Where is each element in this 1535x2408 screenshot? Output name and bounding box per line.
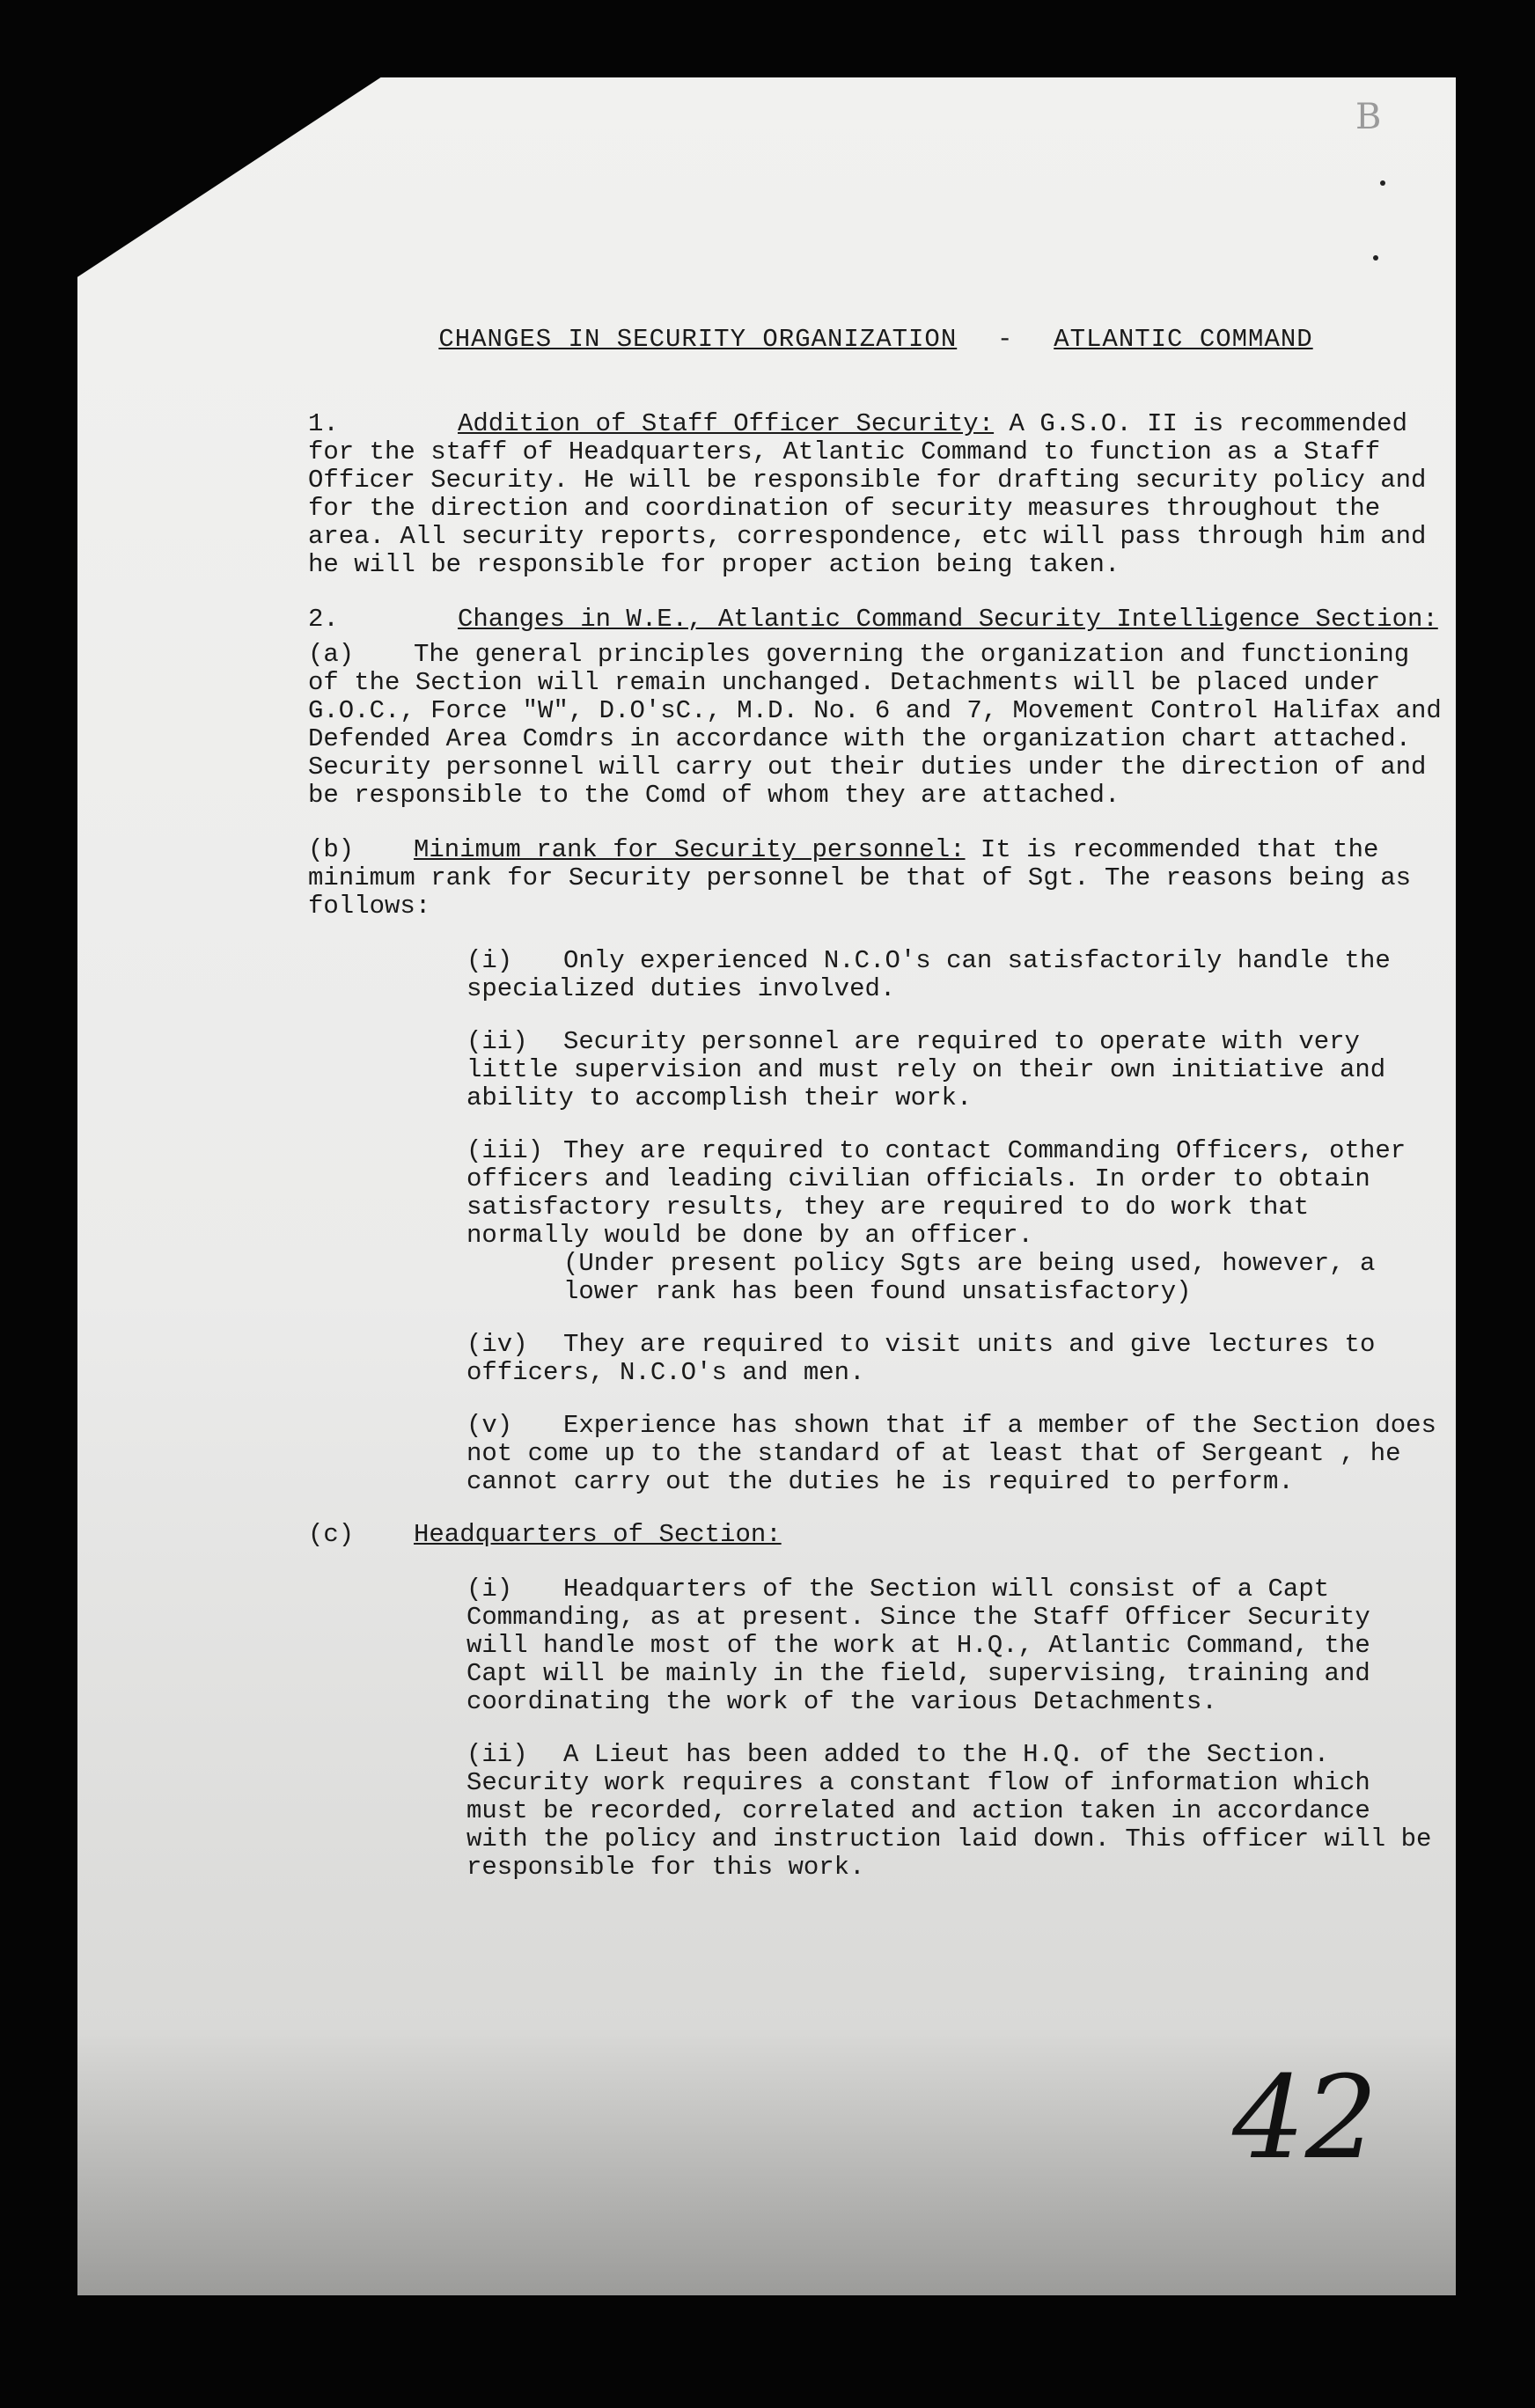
section-2b-label: (b) <box>308 835 355 864</box>
item-label: (ii) <box>466 1027 528 1056</box>
section-2-number: 2. <box>308 605 339 634</box>
section-1 <box>308 410 1443 579</box>
section-2a-body: The general principles governing the organization and functioning of the Section will remain unchanged. Detachments will be placed under G.O.C., Force "W", D.O'sC., M.D. No. 6 and 7, Movement Control Halifax and Defended Area Comdrs in accordance with the organization chart attached. Security personnel will carry out their duties under the direction of and be responsible to the Comd of whom they are attached. <box>308 640 1442 810</box>
list-item <box>466 1028 1443 1112</box>
item-text: (Under present policy Sgts are being used, however, a lower rank has been found unsatisfactory) <box>563 1249 1376 1306</box>
section-2b-heading: Minimum rank for Security personnel: <box>414 835 966 864</box>
item-text: Only experienced N.C.O's can satisfactorily handle the specialized duties involved. <box>466 946 1391 1003</box>
list-item-note <box>563 1250 1443 1306</box>
list-item <box>466 1331 1443 1387</box>
item-label: (ii) <box>466 1740 528 1769</box>
corner-mark: B <box>1355 97 1382 137</box>
section-2c <box>308 1521 1443 1549</box>
list-item <box>466 1575 1443 1716</box>
item-label: (iv) <box>466 1330 528 1359</box>
section-1-heading: Addition of Staff Officer Security: <box>458 409 995 438</box>
document-title <box>308 326 1443 354</box>
section-2c-label: (c) <box>308 1520 355 1549</box>
list-item <box>466 1412 1443 1496</box>
item-text: Headquarters of the Section will consist of a Capt Commanding, as at present. Since the Staff Officer Security will handle most of the work at H.Q., Atlantic Command, the Capt will be mainly in the field, supervising, training and coordinating the work of the various Detachments. <box>466 1575 1370 1716</box>
section-2a <box>308 641 1443 810</box>
section-2b-body: It is recommended that the minimum rank for Security personnel be that of Sgt. The reasons being as follows: <box>308 835 1412 921</box>
section-1-body: A G.S.O. II is recommended for the staff of Headquarters, Atlantic Command to function as a Staff Officer Security. He will be responsible for drafting security policy and for the direction and coordination of security measures throughout the area. All security reports, correspondence, etc will pass through him and he will be responsible for proper action being taken. <box>308 409 1427 579</box>
list-item <box>466 947 1443 1003</box>
title-separator: - <box>997 325 1014 354</box>
item-text: A Lieut has been added to the H.Q. of the Section. Security work requires a constant flow of information which must be recorded, correlated and action taken in accordance with the policy and instruction laid down. This officer will be responsible for this work. <box>466 1740 1432 1882</box>
section-2-heading-line <box>308 606 1443 634</box>
title-right: ATLANTIC COMMAND <box>1054 325 1313 354</box>
item-label: (i) <box>466 946 513 975</box>
title-left: CHANGES IN SECURITY ORGANIZATION <box>438 325 958 354</box>
section-2c-heading: Headquarters of Section: <box>414 1520 782 1549</box>
section-2a-label: (a) <box>308 640 355 669</box>
item-text: Experience has shown that if a member of the Section does not come up to the standard of at least that of Sergeant , he cannot carry out the duties he is required to perform. <box>466 1411 1436 1496</box>
list-item <box>466 1741 1443 1882</box>
section-1-number: 1. <box>308 409 339 438</box>
item-label: (i) <box>466 1575 513 1604</box>
item-text: Security personnel are required to operate with very little supervision and must rely on their own initiative and ability to accomplish their work. <box>466 1027 1386 1112</box>
item-text: They are required to visit units and give lectures to officers, N.C.O's and men. <box>466 1330 1376 1387</box>
item-label: (iii) <box>466 1136 544 1165</box>
page-number: 42 <box>1232 2051 1378 2184</box>
item-text: They are required to contact Commanding Officers, other officers and leading civilian officials. In order to obtain satisfactory results, they are required to do work that normally would be done by an officer. <box>466 1136 1406 1250</box>
document-body <box>308 326 1443 1906</box>
section-2b <box>308 836 1443 921</box>
item-label: (v) <box>466 1411 513 1440</box>
speck <box>1380 180 1385 186</box>
speck <box>1373 255 1378 261</box>
list-item <box>466 1137 1443 1250</box>
section-2-heading: Changes in W.E., Atlantic Command Security Intelligence Section: <box>458 605 1438 634</box>
